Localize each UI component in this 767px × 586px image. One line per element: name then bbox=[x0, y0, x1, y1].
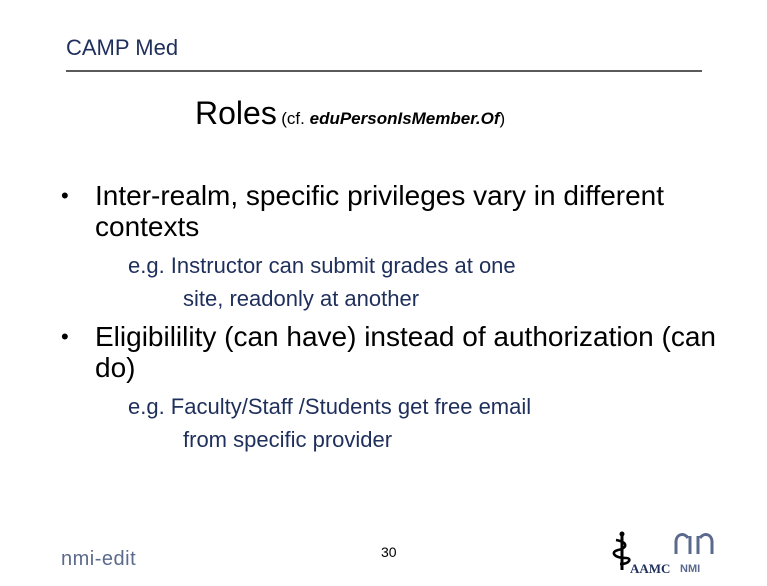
caduceus-icon bbox=[606, 530, 670, 576]
example-line: e.g. Faculty/Staff /Students get free email bbox=[128, 394, 532, 419]
aamc-logo bbox=[606, 530, 670, 581]
bullet-text: Inter-realm, specific privileges vary in different contexts bbox=[95, 180, 665, 242]
bullet-marker: • bbox=[61, 324, 69, 349]
example-line: from specific provider bbox=[183, 427, 393, 452]
nmi-logo-text: NMI bbox=[680, 563, 701, 575]
aamc-logo-text: AAMC bbox=[630, 561, 670, 576]
bullet-example bbox=[128, 249, 688, 315]
nmi-logo bbox=[672, 528, 716, 581]
slide-title-sub-prefix: (cf. bbox=[281, 109, 310, 128]
header-divider bbox=[66, 70, 702, 72]
page-number: 30 bbox=[381, 544, 397, 560]
slide-title-sub-suffix: ) bbox=[499, 109, 506, 128]
slide-title bbox=[195, 95, 505, 132]
nmi-arch-icon bbox=[672, 528, 716, 576]
slide-title-main: Roles bbox=[195, 95, 277, 131]
slide-title-sub-emphasis: eduPersonIsMember.Of bbox=[309, 109, 500, 128]
bullet-text: Eligibilility (can have) instead of authorization (can do) bbox=[95, 321, 716, 383]
bullet-marker: • bbox=[61, 183, 69, 208]
footer-brand: nmi-edit bbox=[61, 548, 137, 570]
header-title: CAMP Med bbox=[66, 35, 179, 60]
example-line: site, readonly at another bbox=[183, 286, 420, 311]
bullet-example bbox=[128, 390, 688, 456]
slide-title-sub bbox=[281, 109, 505, 128]
example-line: e.g. Instructor can submit grades at one bbox=[128, 253, 516, 278]
